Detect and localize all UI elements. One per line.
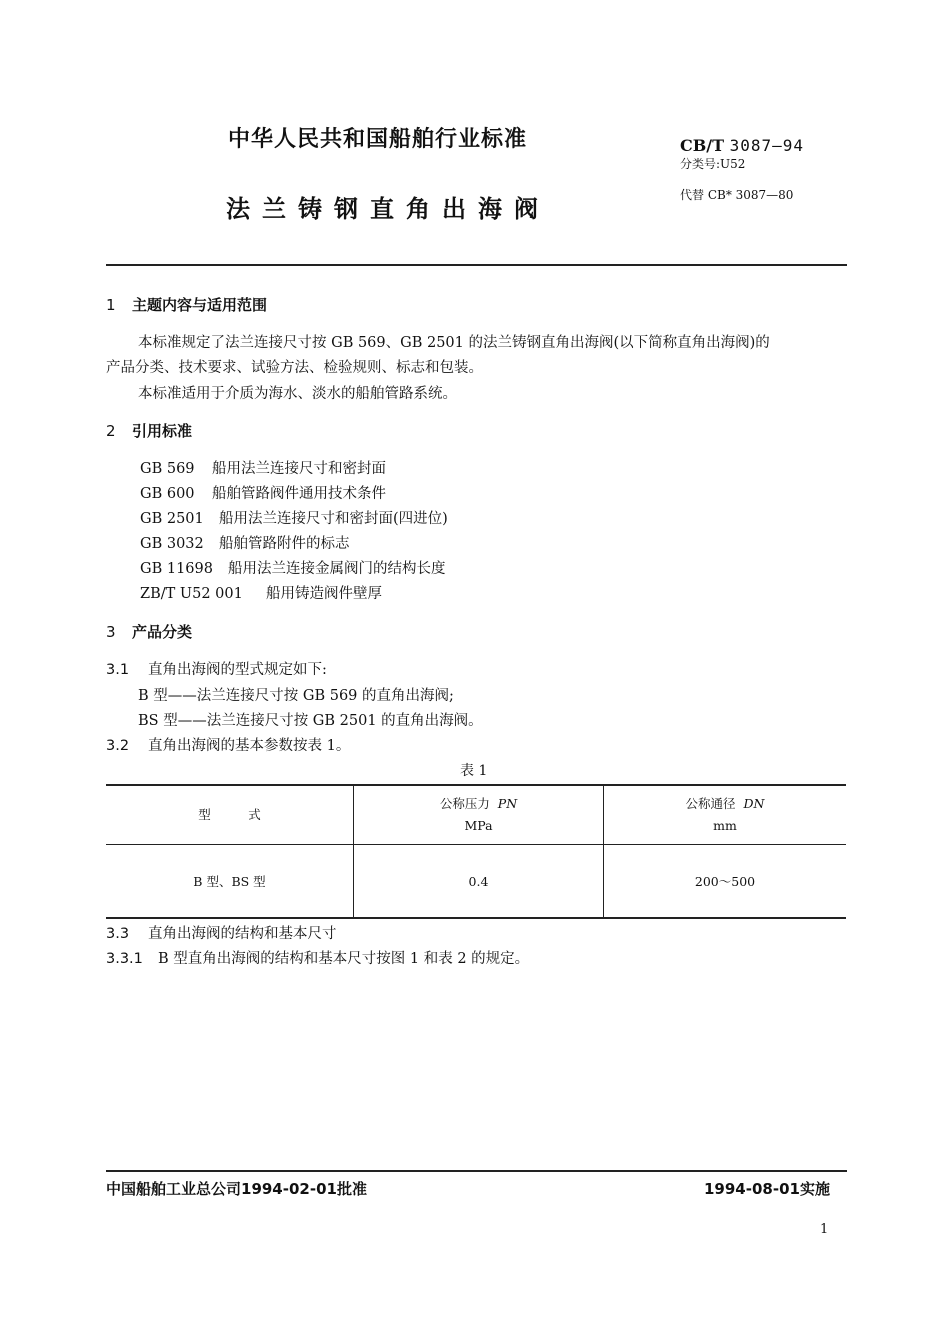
reference-item <box>140 582 382 603</box>
page-number: 1 <box>820 1222 829 1237</box>
reference-code: GB 2501 <box>140 511 204 527</box>
parameters-table <box>106 784 846 919</box>
reference-item <box>140 482 386 503</box>
pressure-symbol: PN <box>497 796 518 811</box>
header-pressure <box>354 785 604 845</box>
section-title: 引用标准 <box>132 422 193 440</box>
reference-name: 船用铸造阀件壁厚 <box>266 586 382 602</box>
reference-code: GB 3032 <box>140 536 204 552</box>
table-caption: 表 1 <box>460 763 488 779</box>
diameter-label: 公称通径 <box>685 796 736 811</box>
reference-code: GB 569 <box>140 461 195 477</box>
reference-name: 船用法兰连接尺寸和密封面(四进位) <box>219 511 448 527</box>
clause-number: 3.2 <box>106 738 130 754</box>
reference-name: 船用法兰连接金属阀门的结构长度 <box>228 561 446 577</box>
section-number: 2 <box>106 422 116 440</box>
section-1-paragraph-1-line-2: 产品分类、技术要求、试验方法、检验规则、标志和包装。 <box>106 360 483 376</box>
standard-number <box>680 136 804 155</box>
clause-3-3 <box>106 922 337 943</box>
reference-name: 船舶管路附件的标志 <box>219 536 350 552</box>
clause-text: 直角出海阀的基本参数按表 1。 <box>148 738 351 754</box>
clause-text: B 型直角出海阀的结构和基本尺寸按图 1 和表 2 的规定。 <box>158 951 530 967</box>
header-divider <box>106 264 847 266</box>
section-3-heading <box>106 621 192 642</box>
header-diameter <box>604 785 847 845</box>
diameter-unit: mm <box>713 818 737 833</box>
section-1-heading <box>106 294 267 315</box>
effective-date: 1994-08-01实施 <box>704 1180 830 1198</box>
type-b-definition: B 型——法兰连接尺寸按 GB 569 的直角出海阀; <box>138 688 454 704</box>
standard-prefix: CB/T <box>680 136 725 155</box>
reference-code: ZB/T U52 001 <box>140 586 243 602</box>
cell-pressure: 0.4 <box>354 845 604 919</box>
table-row <box>106 845 846 919</box>
section-1-paragraph-2: 本标准适用于介质为海水、淡水的船舶管路系统。 <box>138 386 457 402</box>
section-1-paragraph-1-line-1: 本标准规定了法兰连接尺寸按 GB 569、GB 2501 的法兰铸钢直角出海阀(以下简称直角出海阀)的 <box>138 335 770 351</box>
footer-divider <box>106 1170 847 1172</box>
section-2-heading <box>106 420 192 441</box>
section-title: 主题内容与适用范围 <box>132 296 268 314</box>
document-title: 法兰铸钢直角出海阀 <box>226 195 550 223</box>
standard-code: 3087—94 <box>729 136 805 155</box>
clause-text: 直角出海阀的结构和基本尺寸 <box>148 926 337 942</box>
pressure-unit: MPa <box>464 818 493 833</box>
cell-type: B 型、BS 型 <box>106 845 354 919</box>
clause-text: 直角出海阀的型式规定如下: <box>148 662 327 678</box>
section-number: 3 <box>106 623 116 641</box>
clause-number: 3.3.1 <box>106 951 143 967</box>
clause-3-3-1 <box>106 947 529 968</box>
classification-number: 分类号:U52 <box>680 157 746 171</box>
clause-3-1 <box>106 658 327 679</box>
reference-item <box>140 457 386 478</box>
reference-code: GB 11698 <box>140 561 213 577</box>
type-bs-definition: BS 型——法兰连接尺寸按 GB 2501 的直角出海阀。 <box>138 713 483 729</box>
reference-item <box>140 557 446 578</box>
reference-item <box>140 532 350 553</box>
section-title: 产品分类 <box>132 623 193 641</box>
header-type: 型 式 <box>106 785 354 845</box>
approval-statement: 中国船舶工业总公司1994-02-01批准 <box>106 1180 367 1198</box>
diameter-symbol: DN <box>743 796 765 811</box>
clause-number: 3.3 <box>106 926 130 942</box>
cell-diameter: 200～500 <box>604 845 847 919</box>
reference-code: GB 600 <box>140 486 195 502</box>
replaces-standard: 代替 CB* 3087—80 <box>680 188 794 202</box>
standard-category-title: 中华人民共和国船舶行业标准 <box>228 127 528 152</box>
reference-item <box>140 507 448 528</box>
reference-name: 船舶管路阀件通用技术条件 <box>212 486 386 502</box>
clause-number: 3.1 <box>106 662 130 678</box>
reference-name: 船用法兰连接尺寸和密封面 <box>212 461 386 477</box>
section-number: 1 <box>106 296 116 314</box>
table-header-row <box>106 785 846 845</box>
clause-3-2 <box>106 734 350 755</box>
pressure-label: 公称压力 <box>439 796 490 811</box>
